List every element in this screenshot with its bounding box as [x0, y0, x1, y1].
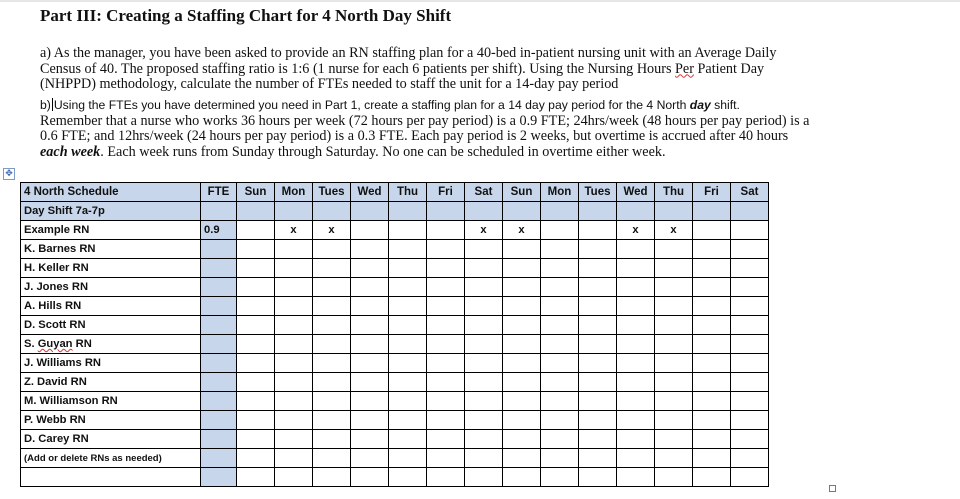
- shift-cell[interactable]: [275, 430, 313, 449]
- shift-cell[interactable]: [389, 316, 427, 335]
- shift-cell[interactable]: [351, 354, 389, 373]
- shift-cell[interactable]: [313, 240, 351, 259]
- shift-cell[interactable]: [541, 354, 579, 373]
- shift-cell[interactable]: [351, 373, 389, 392]
- shift-cell[interactable]: [541, 449, 579, 468]
- table-row: [21, 392, 769, 411]
- table-row: [21, 430, 769, 449]
- shift-cell[interactable]: [275, 354, 313, 373]
- shift-cell[interactable]: [351, 259, 389, 278]
- shift-cell[interactable]: [427, 468, 465, 487]
- shift-cell[interactable]: [693, 221, 731, 240]
- shift-cell[interactable]: [389, 297, 427, 316]
- move-handle-icon[interactable]: ✥: [3, 168, 15, 180]
- shift-cell[interactable]: [617, 259, 655, 278]
- shift-cell[interactable]: [731, 392, 769, 411]
- paragraph-a: [40, 46, 945, 93]
- shift-cell[interactable]: [541, 411, 579, 430]
- table-resize-handle[interactable]: [829, 485, 836, 492]
- nurse-name[interactable]: S. Guyan RN: [21, 335, 201, 354]
- nurse-name[interactable]: D. Carey RN: [21, 430, 201, 449]
- window-top-edge: [0, 0, 960, 2]
- shift-cell[interactable]: [617, 392, 655, 411]
- shift-cell[interactable]: [351, 278, 389, 297]
- shift-cell[interactable]: [541, 259, 579, 278]
- shift-cell[interactable]: [351, 221, 389, 240]
- shift-cell[interactable]: [389, 411, 427, 430]
- shift-cell[interactable]: [503, 297, 541, 316]
- shift-cell[interactable]: [617, 354, 655, 373]
- nurse-name[interactable]: J. Jones RN: [21, 278, 201, 297]
- fte-cell[interactable]: [201, 449, 237, 468]
- shift-cell[interactable]: [465, 373, 503, 392]
- table-row: [21, 411, 769, 430]
- shift-cell[interactable]: [237, 278, 275, 297]
- shift-cell[interactable]: [389, 449, 427, 468]
- shift-cell[interactable]: x: [275, 221, 313, 240]
- table-row: [21, 259, 769, 278]
- shift-cell[interactable]: [465, 449, 503, 468]
- shift-cell[interactable]: [503, 373, 541, 392]
- shift-cell[interactable]: [465, 468, 503, 487]
- shift-cell[interactable]: [237, 411, 275, 430]
- shift-cell[interactable]: [427, 449, 465, 468]
- para-a-line-3: (NHPPD) methodology, calculate the number of FTEs needed to staff the unit for a 14-day pay period: [40, 76, 619, 92]
- para-a-line-1: a) As the manager, you have been asked to provide an RN staffing plan for a 40-bed in-patient nursing unit with an Average Daily: [40, 45, 777, 61]
- shift-cell[interactable]: [237, 316, 275, 335]
- shift-cell[interactable]: [351, 297, 389, 316]
- table-cell[interactable]: [541, 202, 579, 221]
- add-delete-note[interactable]: (Add or delete RNs as needed): [21, 449, 201, 468]
- shift-cell[interactable]: [731, 259, 769, 278]
- page-title: Part III: Creating a Staffing Chart for 4 North Day Shift: [40, 6, 452, 25]
- header-day[interactable]: Wed: [617, 183, 655, 202]
- shift-cell[interactable]: [503, 278, 541, 297]
- shift-cell[interactable]: [313, 373, 351, 392]
- shift-cell[interactable]: [693, 316, 731, 335]
- shift-cell[interactable]: x: [465, 221, 503, 240]
- nurse-name[interactable]: D. Scott RN: [21, 316, 201, 335]
- shift-cell[interactable]: [313, 316, 351, 335]
- shift-cell[interactable]: [313, 392, 351, 411]
- shift-cell[interactable]: [617, 335, 655, 354]
- table-row-example: [21, 221, 769, 240]
- para-b-line-3: 0.6 FTE; and 12hrs/week (24 hours per pay period) is a 0.3 FTE. Each pay period is 2 weeks, but overtime is accrued after 40 hours: [40, 128, 789, 144]
- header-day[interactable]: Mon: [541, 183, 579, 202]
- shift-cell[interactable]: [313, 411, 351, 430]
- shift-cell[interactable]: [237, 259, 275, 278]
- table-row: [21, 335, 769, 354]
- shift-cell[interactable]: [275, 411, 313, 430]
- shift-cell[interactable]: [465, 278, 503, 297]
- shift-cell[interactable]: [427, 354, 465, 373]
- shift-cell[interactable]: [541, 221, 579, 240]
- shift-cell[interactable]: [579, 430, 617, 449]
- shift-cell[interactable]: [465, 392, 503, 411]
- para-a-line-2: Census of 40. The proposed staffing ratio is 1:6 (1 nurse for each 6 patients per shift). Using the Nursing Hours Per Patient Day: [40, 60, 765, 77]
- shift-cell[interactable]: [617, 278, 655, 297]
- shift-cell[interactable]: [579, 373, 617, 392]
- nurse-name[interactable]: A. Hills RN: [21, 297, 201, 316]
- shift-cell[interactable]: [655, 297, 693, 316]
- shift-cell[interactable]: [237, 468, 275, 487]
- shift-cell[interactable]: [541, 278, 579, 297]
- shift-cell[interactable]: [655, 278, 693, 297]
- header-day[interactable]: Tues: [579, 183, 617, 202]
- shift-cell[interactable]: [655, 259, 693, 278]
- table-cell[interactable]: [275, 202, 313, 221]
- shift-cell[interactable]: [579, 221, 617, 240]
- shift-cell[interactable]: [541, 373, 579, 392]
- fte-cell[interactable]: [201, 316, 237, 335]
- shift-cell[interactable]: [731, 373, 769, 392]
- shift-cell[interactable]: [693, 354, 731, 373]
- shift-cell[interactable]: [693, 449, 731, 468]
- shift-cell[interactable]: [655, 468, 693, 487]
- shift-cell[interactable]: [351, 468, 389, 487]
- header-fte[interactable]: FTE: [201, 183, 237, 202]
- header-schedule[interactable]: 4 North Schedule: [21, 183, 201, 202]
- fte-cell[interactable]: [201, 468, 237, 487]
- shift-cell[interactable]: [693, 335, 731, 354]
- table-cell[interactable]: [351, 202, 389, 221]
- shift-cell[interactable]: [617, 316, 655, 335]
- shift-cell[interactable]: [351, 411, 389, 430]
- header-day[interactable]: Fri: [427, 183, 465, 202]
- shift-cell[interactable]: [579, 468, 617, 487]
- shift-cell[interactable]: [427, 240, 465, 259]
- header-day[interactable]: Sun: [237, 183, 275, 202]
- shift-cell[interactable]: [465, 240, 503, 259]
- para-b-line-2: Remember that a nurse who works 36 hours per week (72 hours per pay period) is a 0.9 FTE; 24hrs/week (48 hours per pay period) is a: [40, 112, 810, 129]
- para-b-line-1: b) Using the FTEs you have determined you need in Part 1, create a staffing plan for a 14 day pay period for the 4 North day shift.: [40, 98, 740, 112]
- shift-cell[interactable]: [731, 468, 769, 487]
- table-header-row: [21, 183, 769, 202]
- shift-cell[interactable]: [313, 430, 351, 449]
- shift-cell[interactable]: [617, 449, 655, 468]
- fte-cell[interactable]: [201, 240, 237, 259]
- shift-cell[interactable]: [389, 221, 427, 240]
- shift-cell[interactable]: [579, 449, 617, 468]
- shift-cell[interactable]: x: [655, 221, 693, 240]
- schedule-table: [20, 182, 769, 487]
- shift-cell[interactable]: [693, 411, 731, 430]
- shift-cell[interactable]: [693, 373, 731, 392]
- table-row: [21, 373, 769, 392]
- shift-cell[interactable]: [237, 297, 275, 316]
- shift-cell[interactable]: [389, 240, 427, 259]
- shift-cell[interactable]: [351, 430, 389, 449]
- text-cursor: [52, 98, 53, 111]
- header-day[interactable]: Sun: [503, 183, 541, 202]
- shift-cell[interactable]: [617, 240, 655, 259]
- day-shift-label[interactable]: Day Shift 7a-7p: [21, 202, 201, 221]
- shift-cell[interactable]: [655, 411, 693, 430]
- shift-cell[interactable]: [541, 316, 579, 335]
- shift-cell[interactable]: [237, 354, 275, 373]
- shift-cell[interactable]: [503, 259, 541, 278]
- header-day[interactable]: Sat: [465, 183, 503, 202]
- table-cell[interactable]: [427, 202, 465, 221]
- shift-cell[interactable]: [427, 316, 465, 335]
- table-row-note: [21, 449, 769, 468]
- shift-cell[interactable]: [427, 392, 465, 411]
- shift-cell[interactable]: [275, 297, 313, 316]
- shift-cell[interactable]: [275, 468, 313, 487]
- nurse-name[interactable]: J. Williams RN: [21, 354, 201, 373]
- shift-cell[interactable]: [617, 373, 655, 392]
- shift-cell[interactable]: [389, 354, 427, 373]
- paragraph-b: [40, 98, 945, 160]
- shift-cell[interactable]: [313, 354, 351, 373]
- shift-cell[interactable]: [579, 259, 617, 278]
- fte-cell[interactable]: [201, 411, 237, 430]
- shift-cell[interactable]: [237, 373, 275, 392]
- nurse-name[interactable]: K. Barnes RN: [21, 240, 201, 259]
- shift-cell[interactable]: [237, 430, 275, 449]
- shift-cell[interactable]: [465, 316, 503, 335]
- shift-cell[interactable]: [503, 411, 541, 430]
- shift-cell[interactable]: [655, 392, 693, 411]
- shift-cell[interactable]: [579, 335, 617, 354]
- nurse-name[interactable]: Example RN: [21, 221, 201, 240]
- nurse-name[interactable]: M. Williamson RN: [21, 392, 201, 411]
- fte-cell[interactable]: [201, 297, 237, 316]
- shift-cell[interactable]: [275, 240, 313, 259]
- shift-cell[interactable]: [579, 316, 617, 335]
- shift-cell[interactable]: [503, 316, 541, 335]
- shift-cell[interactable]: [541, 392, 579, 411]
- shift-cell[interactable]: [275, 449, 313, 468]
- shift-cell[interactable]: [541, 297, 579, 316]
- shift-cell[interactable]: [351, 316, 389, 335]
- shift-cell[interactable]: [237, 240, 275, 259]
- shift-cell[interactable]: [465, 335, 503, 354]
- shift-cell[interactable]: [541, 240, 579, 259]
- table-row-blank: [21, 468, 769, 487]
- shift-cell[interactable]: [731, 316, 769, 335]
- shift-cell[interactable]: [617, 411, 655, 430]
- header-day[interactable]: Thu: [389, 183, 427, 202]
- shift-cell[interactable]: [579, 411, 617, 430]
- fte-cell[interactable]: [201, 373, 237, 392]
- table-cell[interactable]: [731, 202, 769, 221]
- shift-cell[interactable]: x: [617, 221, 655, 240]
- shift-cell[interactable]: [313, 335, 351, 354]
- table-cell[interactable]: [693, 202, 731, 221]
- shift-cell[interactable]: [313, 259, 351, 278]
- shift-cell[interactable]: [541, 430, 579, 449]
- shift-cell[interactable]: [655, 449, 693, 468]
- shift-cell[interactable]: [389, 392, 427, 411]
- shift-cell[interactable]: [693, 259, 731, 278]
- shift-cell[interactable]: [503, 335, 541, 354]
- shift-cell[interactable]: [313, 468, 351, 487]
- shift-cell[interactable]: [237, 392, 275, 411]
- shift-cell[interactable]: [693, 392, 731, 411]
- shift-cell[interactable]: [389, 335, 427, 354]
- shift-cell[interactable]: [503, 354, 541, 373]
- header-day[interactable]: Mon: [275, 183, 313, 202]
- fte-cell[interactable]: 0.9: [201, 221, 237, 240]
- shift-cell[interactable]: [427, 411, 465, 430]
- shift-cell[interactable]: [579, 240, 617, 259]
- spellcheck-word: Per: [675, 60, 694, 77]
- shift-cell[interactable]: [731, 411, 769, 430]
- fte-cell[interactable]: [201, 430, 237, 449]
- shift-cell[interactable]: [731, 335, 769, 354]
- table-row: [21, 240, 769, 259]
- shift-cell[interactable]: x: [503, 221, 541, 240]
- shift-cell[interactable]: [655, 316, 693, 335]
- nurse-name[interactable]: Z. David RN: [21, 373, 201, 392]
- shift-cell[interactable]: [655, 240, 693, 259]
- shift-cell[interactable]: [465, 411, 503, 430]
- table-row: [21, 354, 769, 373]
- shift-cell[interactable]: [579, 354, 617, 373]
- shift-cell[interactable]: [503, 392, 541, 411]
- header-day[interactable]: Sat: [731, 183, 769, 202]
- shift-cell[interactable]: [655, 354, 693, 373]
- shift-cell[interactable]: [693, 430, 731, 449]
- shift-cell[interactable]: [351, 335, 389, 354]
- header-day[interactable]: Thu: [655, 183, 693, 202]
- fte-cell[interactable]: [201, 354, 237, 373]
- shift-cell[interactable]: [351, 449, 389, 468]
- shift-cell[interactable]: [237, 449, 275, 468]
- shift-cell[interactable]: [389, 259, 427, 278]
- shift-cell[interactable]: [503, 449, 541, 468]
- shift-cell[interactable]: [313, 278, 351, 297]
- shift-cell[interactable]: [579, 392, 617, 411]
- shift-cell[interactable]: [465, 297, 503, 316]
- header-day[interactable]: Fri: [693, 183, 731, 202]
- shift-cell[interactable]: [389, 278, 427, 297]
- shift-cell[interactable]: [313, 297, 351, 316]
- shift-cell[interactable]: [427, 221, 465, 240]
- shift-cell[interactable]: [731, 278, 769, 297]
- shift-cell[interactable]: [465, 430, 503, 449]
- shift-cell[interactable]: [617, 468, 655, 487]
- shift-cell[interactable]: [693, 240, 731, 259]
- shift-cell[interactable]: [427, 278, 465, 297]
- table-cell[interactable]: [617, 202, 655, 221]
- table-cell[interactable]: [313, 202, 351, 221]
- shift-cell[interactable]: [655, 373, 693, 392]
- shift-cell[interactable]: [731, 297, 769, 316]
- fte-cell[interactable]: [201, 392, 237, 411]
- shift-cell[interactable]: [275, 392, 313, 411]
- nurse-name[interactable]: P. Webb RN: [21, 411, 201, 430]
- nurse-name[interactable]: [21, 468, 201, 487]
- fte-cell[interactable]: [201, 278, 237, 297]
- shift-cell[interactable]: [655, 430, 693, 449]
- shift-cell[interactable]: [389, 373, 427, 392]
- shift-cell[interactable]: [275, 278, 313, 297]
- shift-cell[interactable]: [731, 430, 769, 449]
- shift-cell[interactable]: [427, 259, 465, 278]
- shift-cell[interactable]: [389, 468, 427, 487]
- table-cell[interactable]: [655, 202, 693, 221]
- shift-cell[interactable]: [579, 278, 617, 297]
- shift-cell[interactable]: [351, 392, 389, 411]
- shift-cell[interactable]: [693, 297, 731, 316]
- shift-cell[interactable]: [275, 335, 313, 354]
- shift-cell[interactable]: [275, 373, 313, 392]
- shift-cell[interactable]: [655, 335, 693, 354]
- shift-cell[interactable]: [617, 297, 655, 316]
- shift-cell[interactable]: [731, 354, 769, 373]
- shift-cell[interactable]: [731, 240, 769, 259]
- shift-cell[interactable]: [693, 278, 731, 297]
- shift-cell[interactable]: [427, 430, 465, 449]
- table-cell[interactable]: [579, 202, 617, 221]
- shift-cell[interactable]: [237, 221, 275, 240]
- shift-cell[interactable]: [541, 468, 579, 487]
- header-day[interactable]: Tues: [313, 183, 351, 202]
- shift-cell[interactable]: [313, 449, 351, 468]
- shift-cell[interactable]: [389, 430, 427, 449]
- shift-cell[interactable]: [731, 221, 769, 240]
- table-cell[interactable]: [503, 202, 541, 221]
- shift-cell[interactable]: [275, 316, 313, 335]
- spellcheck-word: Guyan: [37, 338, 73, 350]
- nurse-name[interactable]: H. Keller RN: [21, 259, 201, 278]
- table-cell[interactable]: [465, 202, 503, 221]
- fte-cell[interactable]: [201, 335, 237, 354]
- table-cell[interactable]: [389, 202, 427, 221]
- shift-cell[interactable]: [503, 430, 541, 449]
- table-cell[interactable]: [201, 202, 237, 221]
- fte-cell[interactable]: [201, 259, 237, 278]
- shift-cell[interactable]: [465, 354, 503, 373]
- shift-cell[interactable]: [617, 430, 655, 449]
- shift-cell[interactable]: [465, 259, 503, 278]
- shift-cell[interactable]: [541, 335, 579, 354]
- table-cell[interactable]: [237, 202, 275, 221]
- shift-cell[interactable]: [503, 240, 541, 259]
- shift-cell[interactable]: [351, 240, 389, 259]
- shift-cell[interactable]: [731, 449, 769, 468]
- shift-cell[interactable]: [275, 259, 313, 278]
- table-row: [21, 297, 769, 316]
- table-row: [21, 278, 769, 297]
- para-b-line-4: each week. Each week runs from Sunday through Saturday. No one can be scheduled in overtime either week.: [40, 143, 666, 160]
- table-row: [21, 316, 769, 335]
- shift-cell[interactable]: [503, 468, 541, 487]
- shift-cell[interactable]: [579, 297, 617, 316]
- shift-cell[interactable]: [427, 373, 465, 392]
- header-day[interactable]: Wed: [351, 183, 389, 202]
- shift-cell[interactable]: [693, 468, 731, 487]
- shift-cell[interactable]: [427, 297, 465, 316]
- shift-cell[interactable]: x: [313, 221, 351, 240]
- shift-cell[interactable]: [237, 335, 275, 354]
- table-row-day-shift: [21, 202, 769, 221]
- shift-cell[interactable]: [427, 335, 465, 354]
